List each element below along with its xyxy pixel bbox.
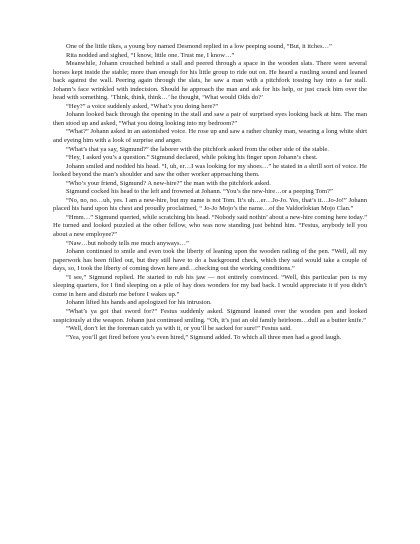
paragraph: “What’s that ya say, Sigmund?” the laborer with the pitchfork asked from the other side of the stable.	[66, 145, 329, 153]
paragraph: Johann smiled and nodded his head. “I, uh, er…I was looking for my shoes…” he stated in a shrill sort of voice. He looked beyond the man’s shoulder and saw the other worker approaching them.	[53, 162, 367, 179]
paragraph: Johann continued to smile and even took the liberty of leaning upon the wooden railing of the pen. “Well, all my paperwork has been filled out, but they still have to do a background check, which they said would take a couple of days, so, I took the liberty of coming down here and…checking out the working conditions.”	[53, 248, 367, 273]
paragraph: “No, no, no…uh, yes. I am a new-hire, but my name is not Tom. It’s uh…er…Jo-Jo. Yes, that’s it…Jo-Jo!” Johann placed his hand upon his chest and proudly proclaimed, “ Jo-Jo Mojo’s the name…of the Valdorlokian Mojo Clan.”	[53, 196, 367, 213]
paragraph: “Who’s your friend, Sigmund? A new-hire?” the man with the pitchfork asked.	[66, 179, 271, 187]
paragraph: “Hey?” a voice suddenly asked, “What’s you doing here?”	[66, 102, 219, 110]
paragraph: “Hey, I asked you’s a question.” Sigmund declared, while poking his finger upon Johann’s chest.	[66, 154, 318, 162]
paragraph: “Hmm…” Sigmund queried, while scratching his head. “Nobody said nothin’ about a new-hire coming here today.” He turned and looked puzzled at the other fellow, who was now standing just behind him. “Festus, anybody tell you about a new employee?”	[53, 213, 367, 239]
paragraph: Rita nodded and sighed, “I know, little one. Trust me, I know…”	[66, 51, 235, 59]
paragraph: “Well, don’t let the foreman catch ya with it, or you’ll be sacked for sure!” Festus said.	[66, 325, 292, 333]
paragraph: “Naw…but nobody tells me much anyways…”	[66, 239, 189, 247]
paragraph: Johann lifted his hands and apologized for his intrusion.	[66, 299, 212, 307]
paragraph: “Yea, you’ll get fired before you’s even hired,” Sigmund added. To which all three men had a good laugh.	[66, 333, 342, 341]
paragraph: Meanwhile, Johann crouched behind a stall and peered through a space in the wooden slats. There were several horses kept inside the stable; more than enough for his little group to ride out on. He heard a rustling sound and leaned back against the wall. Peering again through the slats, he saw a man with a pitchfork tossing hay into a far stall. Johann’s face wrinkled with indecision. Should he approach the man and ask for his help, or just crack him over the head with something. ‘Think, think, think…’ he thought, ‘What would Olds do?’	[53, 60, 367, 102]
paragraph: “What’s ya got that sword for?” Festus suddenly asked. Sigmund leaned over the wooden pen and looked suspiciously at the weapon. Johann just continued smiling. “Oh, it’s just an old family heirloom…dull as a butter knife.”	[53, 307, 367, 324]
paragraph: “I see,” Sigmund replied. He started to rub his jaw — not entirely convinced. “Well, this particular pen is my sleeping quarters, for I find sleeping on a pile of hay does wonders for my bad back. I would appreciate it if you didn’t come in here and disturb me before I wakes up.”	[53, 273, 367, 298]
paragraph: One of the little tikes, a young boy named Desmond replied in a low peeping sound, “But, it itches…”	[66, 43, 332, 50]
paragraph: Johann looked back through the opening in the stall and saw a pair of surprised eyes looking back at him. The man then stood up and asked, “What you doing looking into my bedroom?”	[53, 111, 367, 127]
paragraph: Sigmund cocked his head to the left and frowned at Johann. “You’s the new-hire…or a peeping Tom?”	[66, 188, 333, 196]
paragraph: “What?” Johann asked in an astonished voice. He rose up and saw a rather chunky man, wearing a long white shirt and eyeing him with a look of surprise and anger.	[53, 128, 367, 145]
